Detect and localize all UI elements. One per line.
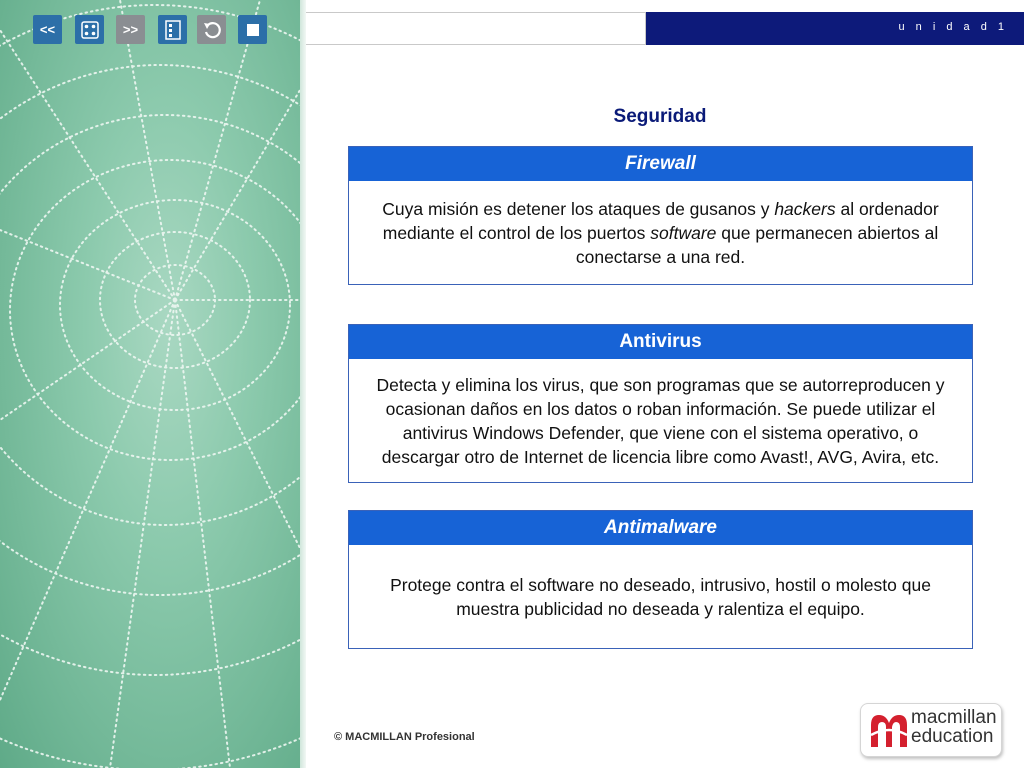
antivirus-text: Detecta y elimina los virus, que son programas que se autorreproducen y ocasionan daños en los datos o roban información. Se puede utilizar el antivirus Windows Defender, que viene con el sistema operativo, o descargar otro de Internet de licencia libre como Avast!, AVG, Avira, etc. [376,374,945,467]
next-button[interactable] [116,15,145,44]
copyright-text: © MACMILLAN Profesional [334,731,475,743]
prev-button[interactable] [33,15,62,44]
unit-banner [646,12,1024,45]
firewall-text-emphasis: hackers [774,198,836,219]
firewall-text-part: que permanecen abiertos al conectarse a una red. [575,222,939,267]
antivirus-card-title: Antivirus [349,325,972,359]
logo-line2: education [911,726,994,747]
spider-web-image [0,0,306,768]
next-icon: >> [122,22,139,37]
firewall-text-part: al ordenador mediante el control de los puertos [382,198,939,243]
macmillan-logo [860,703,1002,757]
back-button[interactable] [197,15,226,44]
antivirus-card-text [349,359,972,482]
logo-line1: macmillan [911,707,997,728]
random-button[interactable] [75,15,104,44]
web-panel-edge [300,0,306,768]
antimalware-card-text [349,545,972,648]
undo-icon [202,20,222,40]
dice-icon [81,21,99,39]
prev-icon: << [39,22,56,37]
index-button[interactable] [158,15,187,44]
firewall-card [348,146,973,285]
stop-icon [246,23,260,37]
antivirus-card [348,324,973,483]
firewall-text-emphasis: software [650,222,717,243]
antimalware-card-title: Antimalware [349,511,972,545]
firewall-text-part: Cuya misión es detener los ataques de gusanos y [382,198,775,219]
macmillan-logo-icon [869,711,909,749]
header-bar [306,12,646,45]
antimalware-card [348,510,973,649]
page-title: Seguridad [613,106,707,127]
antimalware-text: Protege contra el software no deseado, intrusivo, hostil o molesto que muestra publicidad no deseada y ralentiza el equipo. [390,574,931,619]
firewall-card-title: Firewall [349,147,972,181]
firewall-card-text [349,181,972,284]
unit-label: u n i d a d 1 [898,21,1008,33]
stop-button[interactable] [238,15,267,44]
index-icon [164,20,182,40]
logo-text [911,708,997,746]
